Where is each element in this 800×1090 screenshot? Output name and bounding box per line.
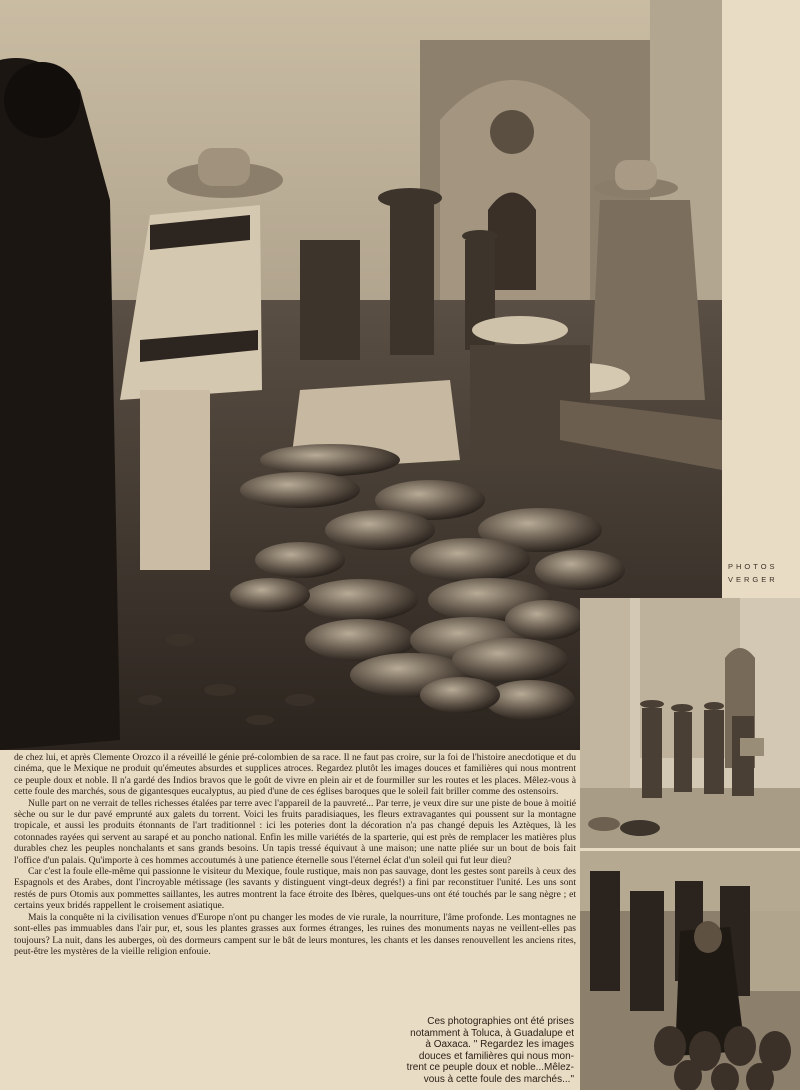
caption-line: vous à cette foule des marchés..." xyxy=(423,1073,574,1085)
article-body xyxy=(14,752,576,1012)
street-scene-photo xyxy=(580,598,800,848)
caption-line: à Oaxaca. " Regardez les images xyxy=(425,1039,574,1051)
article-paragraph: Mais la conquête ni la civilisation venues d'Europe n'ont pu changer les modes de vie rurale, la nourriture, l'âme profonde. Les montagnes ne sont-elles pas immuables dans l'air pur, et, sous les plantes grasses aux formes étranges, les ruines des monuments nayas ne veillent-elles pas toujours? La nuit, dans les auberges, où des dormeurs campent sur le bât de leurs montures, les chants et les danses renouvellent les anciens rites, peut-être les mystères de la vieille religion enfouie. xyxy=(14,911,576,957)
credit-line-1: PHOTOS xyxy=(728,562,778,571)
article-paragraph: de chez lui, et après Clemente Orozco il a réveillé le génie pré-colombien de sa race. Il ne faut pas croire, sur la foi de l'histoire anecdotique et du cinéma, que le Mexique ne produit qu'émeutes absurdes et supplices atroces. Regardez plutôt les images douces et familières qui nous montrent ce peuple doux et noble. Il n'a gardé des Indios bravos que le goût de vivre en plein air et de fourmiller sur les routes et les places. Mêlez-vous à cette foule des marchés, sous de gigantesques eucalyptus, au pied d'une de ces églises baroques que le soleil fait briller comme des ostensoirs. xyxy=(14,752,576,798)
credit-line-2: VERGER xyxy=(728,575,778,584)
caption-line: trent ce peuple doux et noble...Mêlez- xyxy=(406,1062,574,1074)
photo-credit xyxy=(728,560,798,586)
caption-line: Ces photographies ont été prises xyxy=(427,1016,574,1027)
article-paragraph: Car c'est la foule elle-même qui passionne le visiteur du Mexique, foule rustique, mais non pas sauvage, dont les gestes sont pareils à ceux des Espagnols et des Arabes, dont l'incroyable métissage (les savants y distinguent vingt-deux degrés!) a fini par reconstituer l'unité. Les uns sont restés de purs Otomis aux pommettes saillantes, les autres montrent la face étroite des Ibères, quelques-uns ont été touchés par le sang nègre ; et certains yeux bridés rappellent le croisement asiatique. xyxy=(14,866,576,912)
caption-line: notamment à Toluca, à Guadalupe et xyxy=(410,1027,574,1039)
article-paragraph: Nulle part on ne verrait de telles richesses étalées par terre avec l'appareil de la pauvreté... Par terre, je veux dire sur une piste de boue à moitié sèche ou sur le dur pavé emprunté aux galets du torrent. Voici les fruits paradisiaques, les fleurs extravagantes qui poussent sur la montagne tropicale, et aussi les produits étonnants de l'art traditionnel : ici les poteries dont la décoration n'a pas changé depuis les Aztèques, là les cotonnades rayées qui servent au sarapé et au poncho national. Enfin les mille variétés de la sparterie, qui est près de remplacer les matières plus durables chez les peuples nonchalants et sans grands besoins. Un tapis tressé équivaut à une maison; une natte pliée sur un bout de bois fait l'office d'un palais. Qu'importe à ces hommes accoutumés à une patience éternelle sous l'éternel éclat d'un soleil qui fut leur dieu? xyxy=(14,797,576,866)
photo-caption xyxy=(390,1016,574,1086)
pottery-market-photo xyxy=(580,851,800,1090)
caption-line: douces et familières qui nous mon- xyxy=(418,1050,574,1062)
